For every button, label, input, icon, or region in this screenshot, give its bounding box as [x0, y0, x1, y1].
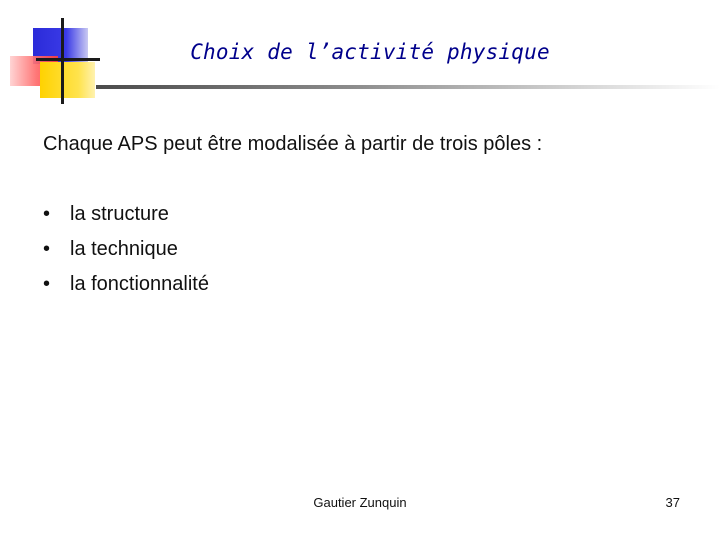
decorative-squares-logo: [0, 0, 110, 110]
page-number: 37: [665, 495, 680, 510]
list-item: [43, 236, 209, 271]
bullet-text: la fonctionnalité: [70, 273, 209, 295]
footer-author: Gautier Zunquin: [313, 495, 407, 510]
bullet-text: la structure: [70, 203, 169, 225]
bullet-list: [43, 201, 209, 306]
intro-text: Chaque APS peut être modalisée à partir de trois pôles :: [43, 133, 543, 155]
bullet-text: la technique: [70, 238, 178, 260]
horizontal-line: [36, 58, 100, 61]
list-item: [43, 271, 209, 306]
title-divider: [96, 85, 720, 89]
bullet-icon: •: [43, 238, 51, 260]
yellow-square: [40, 62, 95, 98]
bullet-icon: •: [43, 273, 51, 295]
slide-title: Choix de l’activité physique: [190, 40, 550, 64]
vertical-line: [61, 18, 64, 104]
bullet-icon: •: [43, 203, 51, 225]
list-item: [43, 201, 209, 236]
